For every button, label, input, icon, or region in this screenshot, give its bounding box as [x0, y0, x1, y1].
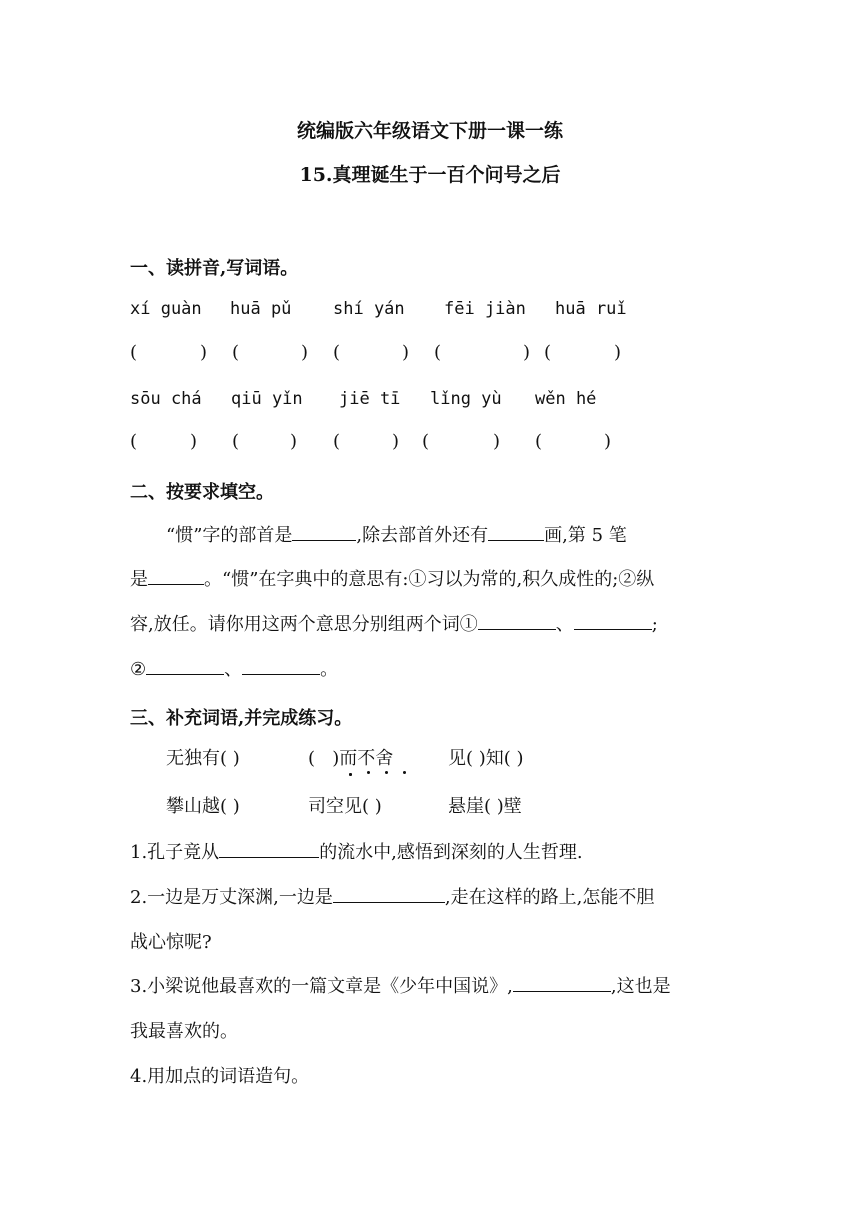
- bracket-close: ): [493, 431, 501, 452]
- section1-heading: 一、读拼音,写词语。: [130, 258, 299, 279]
- bracket-close: ): [392, 431, 400, 452]
- text: ,走在这样的路上,怎能不胆: [444, 887, 655, 908]
- text: “惯”字的部首是: [166, 525, 293, 546]
- pinyin-8: jiē tī: [339, 389, 401, 409]
- idiom-row-2: [130, 792, 740, 816]
- blank-word-1b[interactable]: [574, 611, 652, 630]
- fill-paragraph-line-4: [130, 655, 740, 681]
- bracket-close: ): [190, 431, 198, 452]
- bracket-open: (: [232, 342, 240, 363]
- blank-word-2a[interactable]: [146, 656, 224, 675]
- idiom-3: 见( )知( ): [448, 748, 524, 769]
- text: 3.小梁说他最喜欢的一篇文章是《少年中国说》,: [130, 976, 513, 997]
- emphasis-dots: [360, 771, 420, 775]
- idiom-4: 攀山越( ): [166, 796, 240, 817]
- question-4: 4.用加点的词语造句。: [130, 1066, 310, 1087]
- pinyin-10: wěn hé: [535, 389, 597, 409]
- idiom-row-1: [130, 744, 740, 768]
- pinyin-2: huā pǔ: [230, 299, 292, 319]
- pinyin-5: huā ruǐ: [555, 299, 627, 319]
- text: 1.孔子竟从: [130, 842, 220, 863]
- blank-q2[interactable]: [333, 884, 445, 903]
- text: 的流水中,感悟到深刻的人生哲理.: [319, 842, 583, 863]
- pinyin-row-2: [130, 389, 740, 411]
- question-3-continued: 我最喜欢的。: [130, 1021, 238, 1042]
- idiom-1: 无独有( ): [166, 748, 240, 769]
- text: 、: [224, 659, 243, 680]
- blank-word-2b[interactable]: [242, 656, 320, 675]
- text: ): [332, 748, 340, 769]
- answer-brackets-row-2: [130, 431, 740, 453]
- fill-paragraph-line-1: [130, 521, 740, 547]
- fill-paragraph-line-3: [130, 610, 740, 636]
- idiom-5: 司空见( ): [308, 796, 382, 817]
- text: ;: [651, 614, 658, 635]
- bracket-open: (: [130, 431, 138, 452]
- pinyin-row-1: [130, 299, 740, 321]
- text: 。“惯”在字典中的意思有:①习以为常的,积久成性的;②纵: [204, 569, 655, 590]
- bracket-close: ): [290, 431, 298, 452]
- bracket-open: (: [544, 342, 552, 363]
- text: 2.一边是万丈深渊,一边是: [130, 887, 333, 908]
- bracket-close: ): [614, 342, 622, 363]
- bracket-open: (: [232, 431, 240, 452]
- text: 是: [130, 569, 148, 590]
- bracket-open: (: [333, 342, 341, 363]
- text: 、: [555, 614, 574, 635]
- bracket-close: ): [402, 342, 410, 363]
- bracket-open: (: [333, 431, 341, 452]
- section3-heading: 三、补充词语,并完成练习。: [130, 708, 353, 729]
- text: ,除去部首外还有: [356, 525, 489, 546]
- bracket-open: (: [130, 342, 138, 363]
- text: ,这也是: [610, 976, 671, 997]
- fill-paragraph-line-2: [130, 565, 740, 591]
- text: 容,放任。请你用这两个意思分别组两个词①: [130, 614, 478, 635]
- pinyin-6: sōu chá: [130, 389, 202, 409]
- question-2-continued: 战心惊呢?: [130, 932, 212, 953]
- bracket-close: ): [200, 342, 208, 363]
- bracket-close: ): [301, 342, 309, 363]
- pinyin-3: shí yán: [333, 299, 405, 319]
- worksheet-title: 统编版六年级语文下册一课一练: [296, 120, 563, 142]
- bracket-open: (: [434, 342, 442, 363]
- pinyin-7: qiū yǐn: [231, 389, 303, 409]
- question-1: [130, 838, 740, 864]
- idiom-2: [308, 744, 393, 770]
- blank-fifth-stroke[interactable]: [148, 566, 204, 585]
- text: 。: [320, 659, 339, 680]
- pinyin-1: xí guàn: [130, 299, 202, 319]
- blank-word-1a[interactable]: [478, 611, 556, 630]
- text: (: [308, 748, 316, 769]
- question-3: [130, 972, 740, 998]
- section2-heading: 二、按要求填空。: [130, 482, 274, 503]
- blank-radical[interactable]: [292, 522, 356, 541]
- idiom-6: 悬崖( )壁: [448, 796, 522, 817]
- bracket-open: (: [422, 431, 430, 452]
- text: ②: [130, 659, 147, 680]
- text: 而不舍: [339, 748, 394, 769]
- pinyin-4: fēi jiàn: [444, 299, 526, 319]
- blank-q3[interactable]: [513, 973, 611, 992]
- answer-brackets-row-1: [130, 342, 740, 364]
- question-2: [130, 883, 740, 909]
- text: 画,第 5 笔: [544, 525, 627, 546]
- bracket-open: (: [535, 431, 543, 452]
- blank-q1[interactable]: [219, 839, 319, 858]
- pinyin-9: lǐng yù: [430, 389, 502, 409]
- lesson-title: 15.真理诞生于一百个问号之后: [299, 164, 561, 186]
- bracket-close: ): [604, 431, 612, 452]
- bracket-close: ): [523, 342, 531, 363]
- blank-stroke-count[interactable]: [488, 522, 544, 541]
